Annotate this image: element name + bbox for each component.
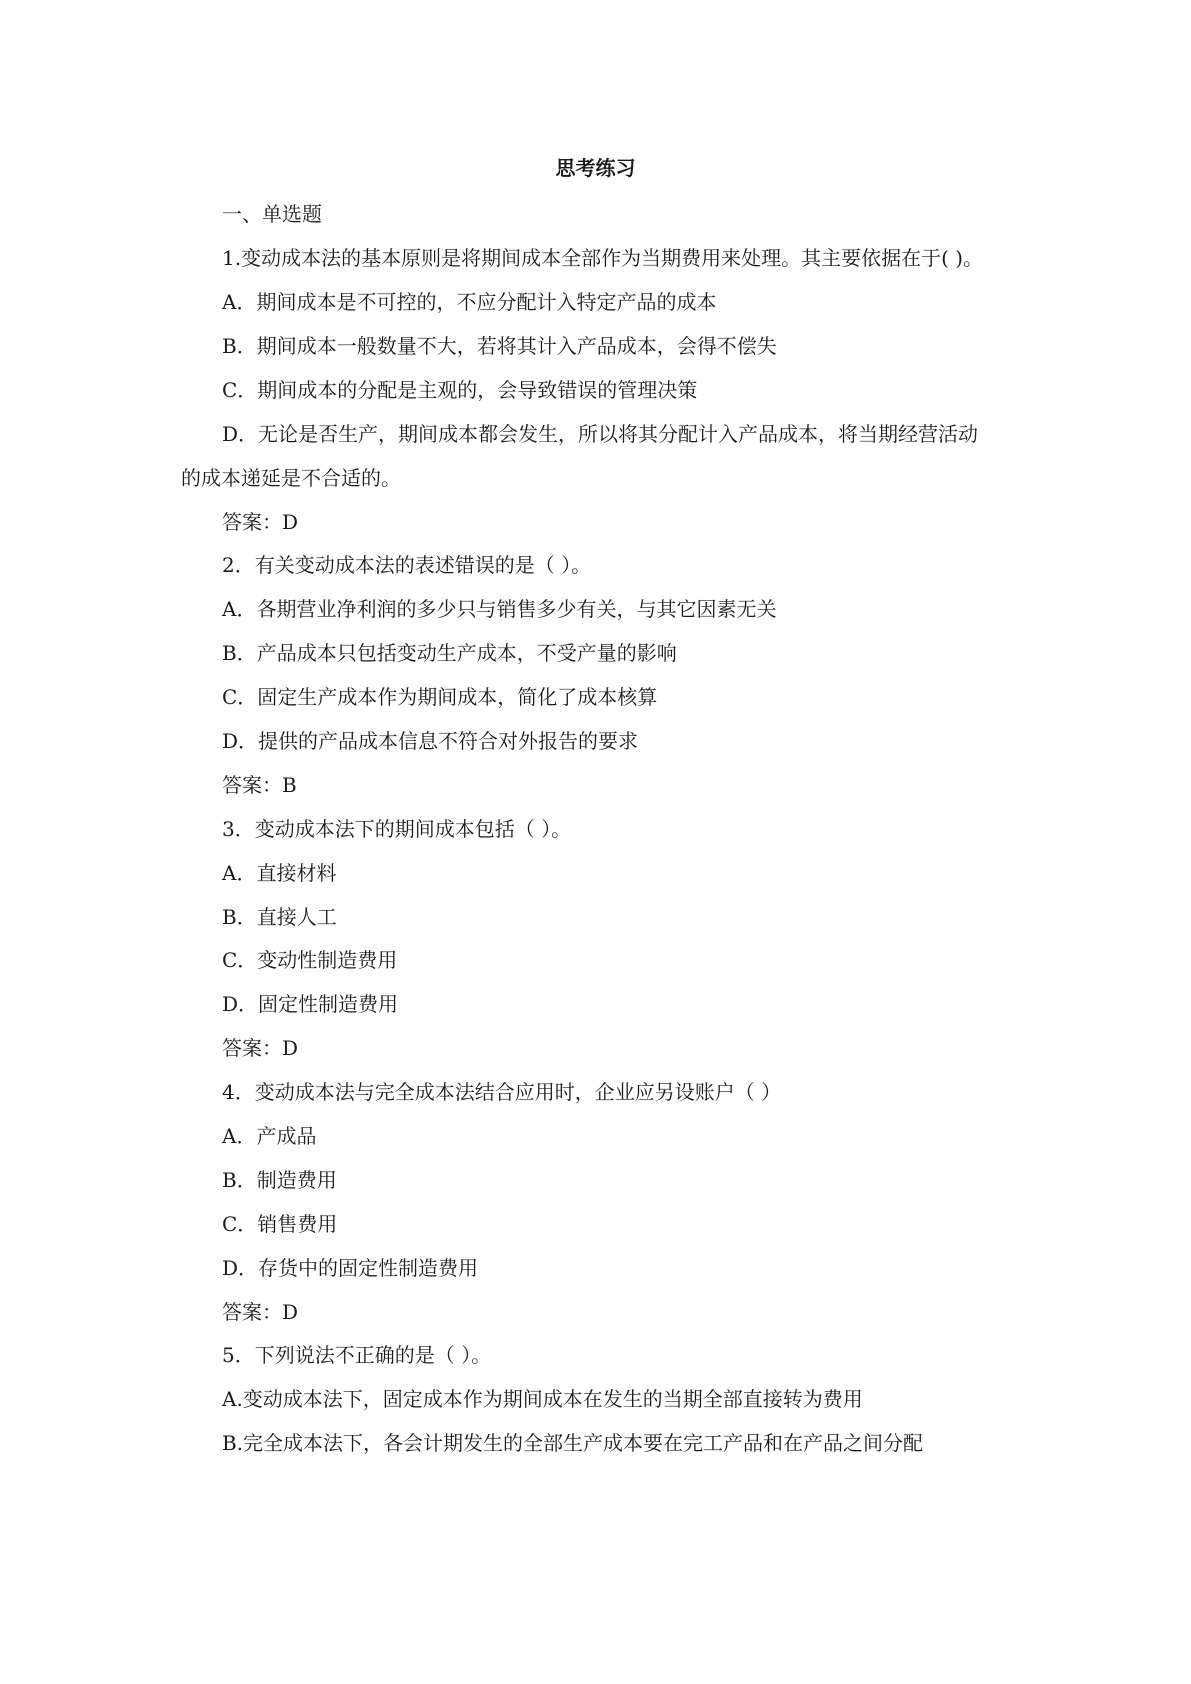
question-1-answer: 答案：D [222,510,299,534]
question-1-stem: 1.变动成本法的基本原则是将期间成本全部作为当期费用来处理。其主要依据在于( )。 [222,246,984,270]
question-4-option-a: A．产成品 [222,1124,317,1148]
question-4-option-d: D．存货中的固定性制造费用 [222,1256,479,1280]
question-4-option-c: C．销售费用 [222,1212,338,1236]
question-2-answer: 答案：B [222,773,297,797]
question-5-option-b: B.完全成本法下，各会计期发生的全部生产成本要在完工产品和在产品之间分配 [222,1431,924,1455]
question-3-option-a: A．直接材料 [222,861,337,885]
question-3-option-c: C．变动性制造费用 [222,948,398,972]
question-1-option-d: D．无论是否生产，期间成本都会发生，所以将其分配计入产品成本，将当期经营活动 [222,422,979,446]
question-3-option-d: D．固定性制造费用 [222,992,399,1016]
question-3-option-b: B．直接人工 [222,905,337,929]
question-2-option-d: D．提供的产品成本信息不符合对外报告的要求 [222,729,639,753]
question-3-stem: 3．变动成本法下的期间成本包括（ ）。 [222,817,572,841]
question-5-option-a: A.变动成本法下，固定成本作为期间成本在发生的当期全部直接转为费用 [222,1387,863,1411]
page-title: 思考练习 [555,156,636,180]
question-2-stem: 2．有关变动成本法的表述错误的是（ ）。 [222,553,592,577]
section-heading: 一、单选题 [222,202,322,226]
question-4-stem: 4．变动成本法与完全成本法结合应用时，企业应另设账户（ ） [222,1080,782,1104]
question-2-option-a: A．各期营业净利润的多少只与销售多少有关，与其它因素无关 [222,597,777,621]
question-2-option-c: C．固定生产成本作为期间成本，简化了成本核算 [222,685,658,709]
question-4-option-b: B．制造费用 [222,1168,337,1192]
question-1-option-b: B．期间成本一般数量不大，若将其计入产品成本，会得不偿失 [222,334,777,358]
question-5-stem: 5．下列说法不正确的是（ ）。 [222,1343,492,1367]
question-1-option-d-continuation: 的成本递延是不合适的。 [181,466,401,490]
question-1-option-a: A．期间成本是不可控的，不应分配计入特定产品的成本 [222,290,717,314]
question-1-option-c: C．期间成本的分配是主观的，会导致错误的管理决策 [222,378,698,402]
question-4-answer: 答案：D [222,1300,299,1324]
question-2-option-b: B．产品成本只包括变动生产成本，不受产量的影响 [222,641,677,665]
question-3-answer: 答案：D [222,1036,299,1060]
